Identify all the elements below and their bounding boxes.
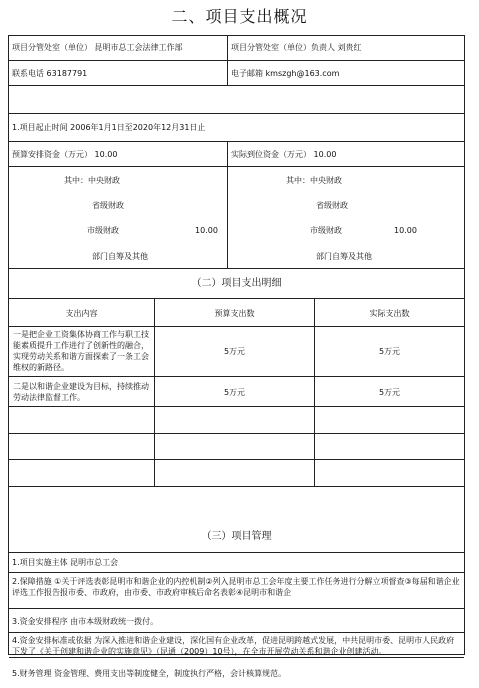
table-row: [9, 377, 464, 407]
right-city-value: 10.00: [394, 226, 417, 235]
table-row: [9, 327, 464, 377]
phone-cell: [12, 61, 227, 85]
table-row: [9, 460, 464, 487]
actual-cell: [227, 142, 464, 166]
left-central-label: 其中：中央财政: [64, 176, 120, 185]
funding-left: [9, 167, 227, 268]
empty-cell: [314, 460, 464, 486]
funding-right: [227, 167, 464, 268]
implementer-text: 1.项目实施主体 昆明市总工会: [12, 558, 119, 567]
right-dept-label: 部门自筹及其他: [316, 252, 372, 261]
procedure-text: 3.资金安排程序 由市本级财政统一拨付。: [12, 617, 159, 626]
period-row: [9, 114, 464, 142]
right-central-label: 其中：中央财政: [286, 176, 342, 185]
page-title: 二、项目支出概况: [171, 7, 308, 26]
actual-label: 实际到位资金（万元）: [231, 150, 311, 159]
detail-budget-2: 5万元: [154, 377, 314, 406]
dept-cell: [12, 36, 227, 60]
detail-actual-2: 5万元: [314, 377, 464, 406]
detail-content-1: 一是把企业工资集体协商工作与职工技能素质提升工作进行了创新性的融合，实现劳动关系和谐方面探索了一条工会维权的新路径。: [13, 330, 149, 372]
detail-budget-1: 5万元: [154, 327, 314, 376]
email-value: kmszgh@163.com: [265, 69, 340, 78]
header-actual: 实际支出数: [314, 299, 464, 326]
period-text: 1.项目起止时间 2006年1月1日至2020年12月31日止: [12, 123, 206, 132]
dept-label: 项目分管处室（单位）: [12, 43, 92, 52]
details-header-row: [9, 299, 464, 327]
phone-value: 63187791: [46, 69, 88, 78]
email-label: 电子邮箱: [231, 69, 263, 78]
left-dept-label: 部门自筹及其他: [92, 252, 148, 261]
contact-row: [9, 61, 464, 86]
left-city-value: 10.00: [195, 226, 218, 235]
table-row: [9, 407, 464, 434]
details-section-row: [9, 269, 464, 299]
header-content: 支出内容: [65, 309, 98, 318]
dept-value: 昆明市总工会法律工作部: [94, 43, 183, 52]
empty-cell: [154, 407, 314, 433]
budget-label: 预算安排资金（万元）: [12, 150, 92, 159]
budget-row: [9, 142, 464, 167]
left-province-label: 省级财政: [92, 201, 124, 210]
empty-cell: [154, 460, 314, 486]
management-item-3: [9, 609, 464, 633]
management-item-4: [9, 633, 464, 658]
left-city-label: 市级财政: [87, 226, 119, 235]
standard-text: 4.资金安排标准或依据 为深入推进和谐企业建设，深化国有企业改革，促进昆明跨越式发展，中共昆明市委、昆明市人民政府下发了《关于创建和谐企业的实施意见》（昆通（2009）10号），在全市开展劳动关系和谐企业创建活动。: [12, 636, 455, 656]
finance-text: 5.财务管理 资金管理、费用支出等制度健全，制度执行严格，会计核算规范。: [12, 669, 287, 678]
table-row: [9, 434, 464, 460]
management-item-2: [9, 573, 464, 609]
budget-cell: [12, 142, 227, 166]
details-section-title: （二）项目支出明细: [191, 278, 282, 289]
management-section-title: （三）项目管理: [201, 531, 272, 542]
management-item-5: [9, 658, 464, 688]
dept-row: [9, 36, 464, 61]
actual-value: 10.00: [313, 150, 337, 159]
management-item-1: [9, 553, 464, 573]
header-budget: 预算支出数: [154, 299, 314, 326]
empty-cell: [154, 434, 314, 459]
leader-value: 刘贵红: [337, 43, 362, 52]
leader-label: 项目分管处室（单位）负责人: [231, 43, 335, 52]
email-cell: [227, 61, 464, 85]
blank-row: [9, 86, 464, 114]
funding-row: [9, 167, 464, 269]
right-province-label: 省级财政: [316, 201, 348, 210]
budget-value: 10.00: [94, 150, 118, 159]
empty-cell: [314, 434, 464, 459]
right-city-label: 市级财政: [310, 226, 342, 235]
detail-actual-1: 5万元: [314, 327, 464, 376]
project-table: [8, 35, 465, 678]
detail-content-2: 二是以和谐企业建设为目标，持续推动劳动法律监督工作。: [13, 382, 149, 402]
measures-text: 2.保障措施 ①关于评选表彰昆明市和谐企业的内控机制②列入昆明市总工会年度主要工作任务进行分解立项督查③每届和谐企业评选工作报告报市委、市政府，由市委、市政府审核后命名表彰④昆明市和谐企: [12, 577, 460, 597]
leader-cell: [227, 36, 464, 60]
phone-label: 联系电话: [12, 69, 44, 78]
management-section-row: [9, 487, 464, 553]
empty-cell: [314, 407, 464, 433]
